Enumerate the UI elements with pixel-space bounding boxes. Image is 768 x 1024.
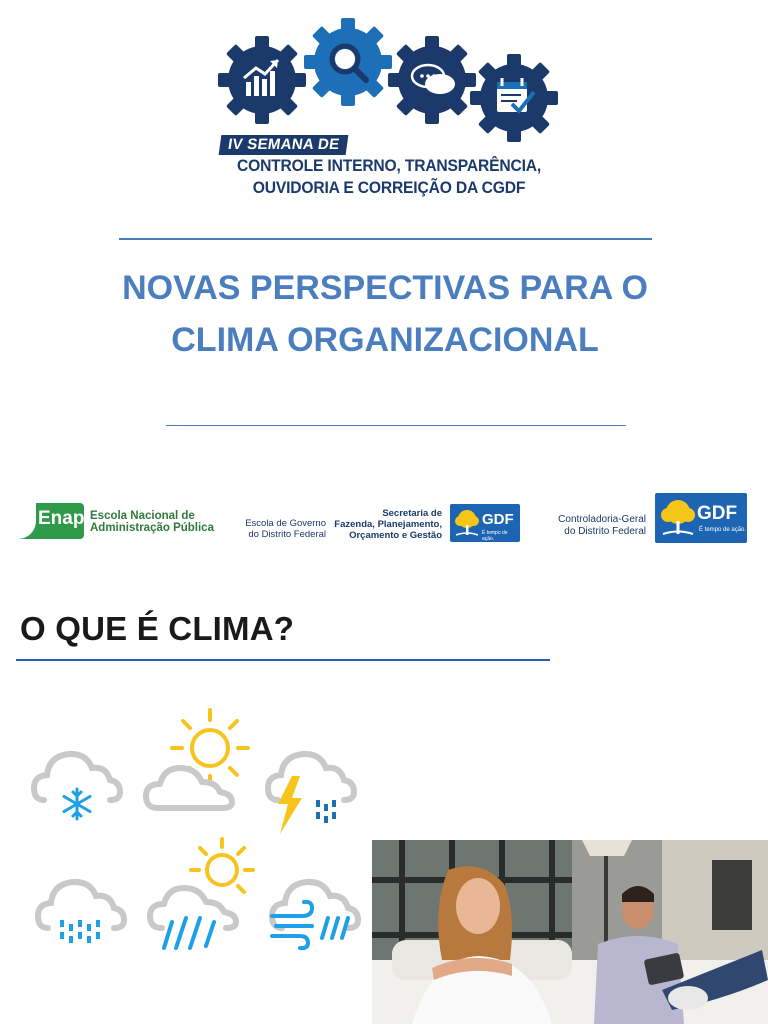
thunderstorm-icon: [268, 754, 354, 834]
calendar-check-icon: [470, 54, 558, 142]
rain-cloud-icon: [38, 882, 124, 943]
partner-logos: [0, 488, 768, 550]
enap-wordmark: Enap: [38, 508, 85, 529]
event-logo: [214, 14, 564, 204]
secretaria-name: [330, 508, 442, 541]
event-name-line-2: OUVIDORIA E CORREIÇÃO DA CGDF: [252, 178, 526, 197]
magnifier-icon: [304, 18, 392, 106]
section-heading: O QUE É CLIMA?: [20, 610, 295, 647]
gdf-tagline-small: É tempo de ação.: [482, 530, 508, 542]
controladoria-name-line-2: do Distrito Federal: [564, 526, 646, 537]
chat-bubbles-icon: [388, 36, 476, 124]
page-title: [40, 262, 730, 366]
enap-name-line-1: Escola Nacional de: [90, 510, 195, 522]
gdf-wordmark-large: GDF: [697, 503, 738, 524]
egov-name-line-2: do Distrito Federal: [248, 529, 326, 540]
ipe-tree-icon: [660, 499, 696, 537]
page-title-line-1: NOVAS PERSPECTIVAS PARA O: [122, 269, 648, 307]
gdf-wordmark-small: GDF: [482, 511, 514, 528]
couple-on-sofa-photo: [372, 840, 768, 1024]
event-gears: [214, 14, 564, 144]
gdf-tagline-large: É tempo de ação.: [699, 527, 747, 533]
title-bottom-divider: [166, 425, 626, 426]
section-underline: [16, 659, 550, 661]
controladoria-name-line-1: Controladoria-Geral: [558, 514, 646, 525]
wind-rain-cloud-icon: [272, 882, 358, 948]
secretaria-name-line-3: Orçamento e Gestão: [349, 530, 442, 541]
controladoria-name: [548, 514, 646, 538]
event-name-line-1: CONTROLE INTERNO, TRANSPARÊNCIA,: [236, 156, 542, 175]
enap-logo: [18, 503, 84, 539]
snow-cloud-icon: [34, 754, 120, 819]
egov-name: [226, 518, 326, 540]
sun-rain-cloud-icon: [150, 839, 253, 948]
gdf-logo-large: [655, 493, 747, 543]
title-top-divider: [119, 238, 652, 240]
secretaria-name-line-1: Secretaria de: [382, 508, 442, 519]
enap-name-line-2: Administração Pública: [90, 522, 214, 534]
egov-name-line-1: Escola de Governo: [245, 518, 326, 529]
event-edition-badge: IV SEMANA DE: [219, 135, 349, 155]
weather-icons: [20, 688, 370, 968]
enap-name: [90, 510, 214, 534]
growth-chart-icon: [218, 36, 306, 124]
secretaria-name-line-2: Fazenda, Planejamento,: [334, 519, 442, 530]
page-title-line-2: CLIMA ORGANIZACIONAL: [171, 321, 599, 359]
enap-swoosh: [18, 503, 36, 539]
ipe-tree-icon: [454, 509, 480, 537]
gdf-logo-small: [450, 504, 520, 542]
sun-cloud-icon: [146, 710, 248, 808]
